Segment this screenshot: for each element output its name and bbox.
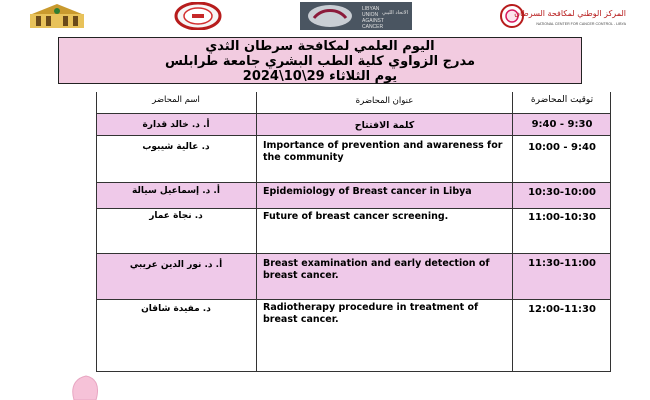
logos-strip: [0, 0, 650, 34]
speaker-name: د. مفيدة شاقان: [141, 304, 211, 314]
logo-text-union: UNION: [362, 12, 379, 18]
table-row: [96, 209, 611, 254]
lecture-title: Future of breast cancer screening.: [263, 211, 449, 222]
table-row: [96, 183, 611, 209]
event-date: يوم الثلاثاء 29\10\2024: [242, 69, 398, 84]
logo-text-libyan: LIBYAN: [362, 6, 380, 12]
column-header-title: عنوان المحاضرة: [355, 96, 414, 106]
column-header-name: اسم المحاضر: [152, 95, 200, 105]
speaker-name: أ. د. نور الدين عريبي: [129, 260, 223, 270]
table-row: [96, 300, 611, 372]
lecture-title: Importance of prevention and awareness for the community: [263, 140, 503, 163]
lecture-time: 12:00-11:30: [528, 304, 596, 315]
table-row: [96, 136, 611, 183]
medical-faculty-logo-icon: [168, 2, 228, 30]
logo-right-english: NATIONAL CENTER FOR CANCER CONTROL - LIBYA: [536, 22, 626, 26]
national-cancer-center-logo-icon: [500, 2, 628, 30]
logo-text-arabic: الاتحاد الليبي: [382, 10, 408, 16]
schedule-table: [96, 92, 611, 372]
table-divider-time: [512, 92, 513, 372]
event-title: اليوم العلمي لمكافحة سرطان الثدي: [205, 39, 435, 54]
table-row: [96, 114, 611, 136]
table-row: [96, 254, 611, 300]
lecture-time: 10:00 - 9:40: [528, 142, 596, 153]
event-header: [58, 37, 582, 84]
event-venue: مدرج الزواوي كلية الطب البشري جامعة طرابلس: [164, 54, 476, 69]
libyan-union-against-cancer-logo-icon: [300, 2, 412, 30]
lecture-time: 10:30-10:00: [528, 187, 596, 198]
speaker-name: أ. د. خالد قدارة: [142, 120, 210, 130]
lecture-time: 11:00-10:30: [528, 212, 596, 223]
table-header-row: [96, 92, 611, 114]
table-divider-name: [256, 92, 257, 372]
lecture-title: كلمة الافتتاح: [354, 120, 415, 131]
table-border-left: [96, 92, 97, 372]
lecture-title: Breast examination and early detection of breast cancer.: [263, 258, 490, 281]
speaker-name: د. نجاة عمار: [149, 211, 203, 221]
logo-right-arabic: المركز الوطني لمكافحة السرطان: [514, 9, 626, 18]
lecture-title: Epidemiology of Breast cancer in Libya: [263, 186, 472, 197]
lecture-title: Radiotherapy procedure in treatment of breast cancer.: [263, 302, 479, 325]
lecture-time: 11:30-11:00: [528, 258, 596, 269]
pink-ribbon-icon: [68, 372, 104, 400]
column-header-time: توقيت المحاضرة: [530, 95, 594, 105]
speaker-name: أ. د. إسماعيل سيالة: [132, 186, 220, 196]
table-border-right: [610, 92, 611, 372]
logo-text-cancer: CANCER: [362, 24, 384, 30]
university-logo-icon: [26, 2, 88, 30]
logo-text-against: AGAINST: [362, 18, 384, 24]
lecture-time: 9:40 - 9:30: [531, 119, 593, 130]
speaker-name: د. عالية شيبوب: [142, 142, 210, 152]
